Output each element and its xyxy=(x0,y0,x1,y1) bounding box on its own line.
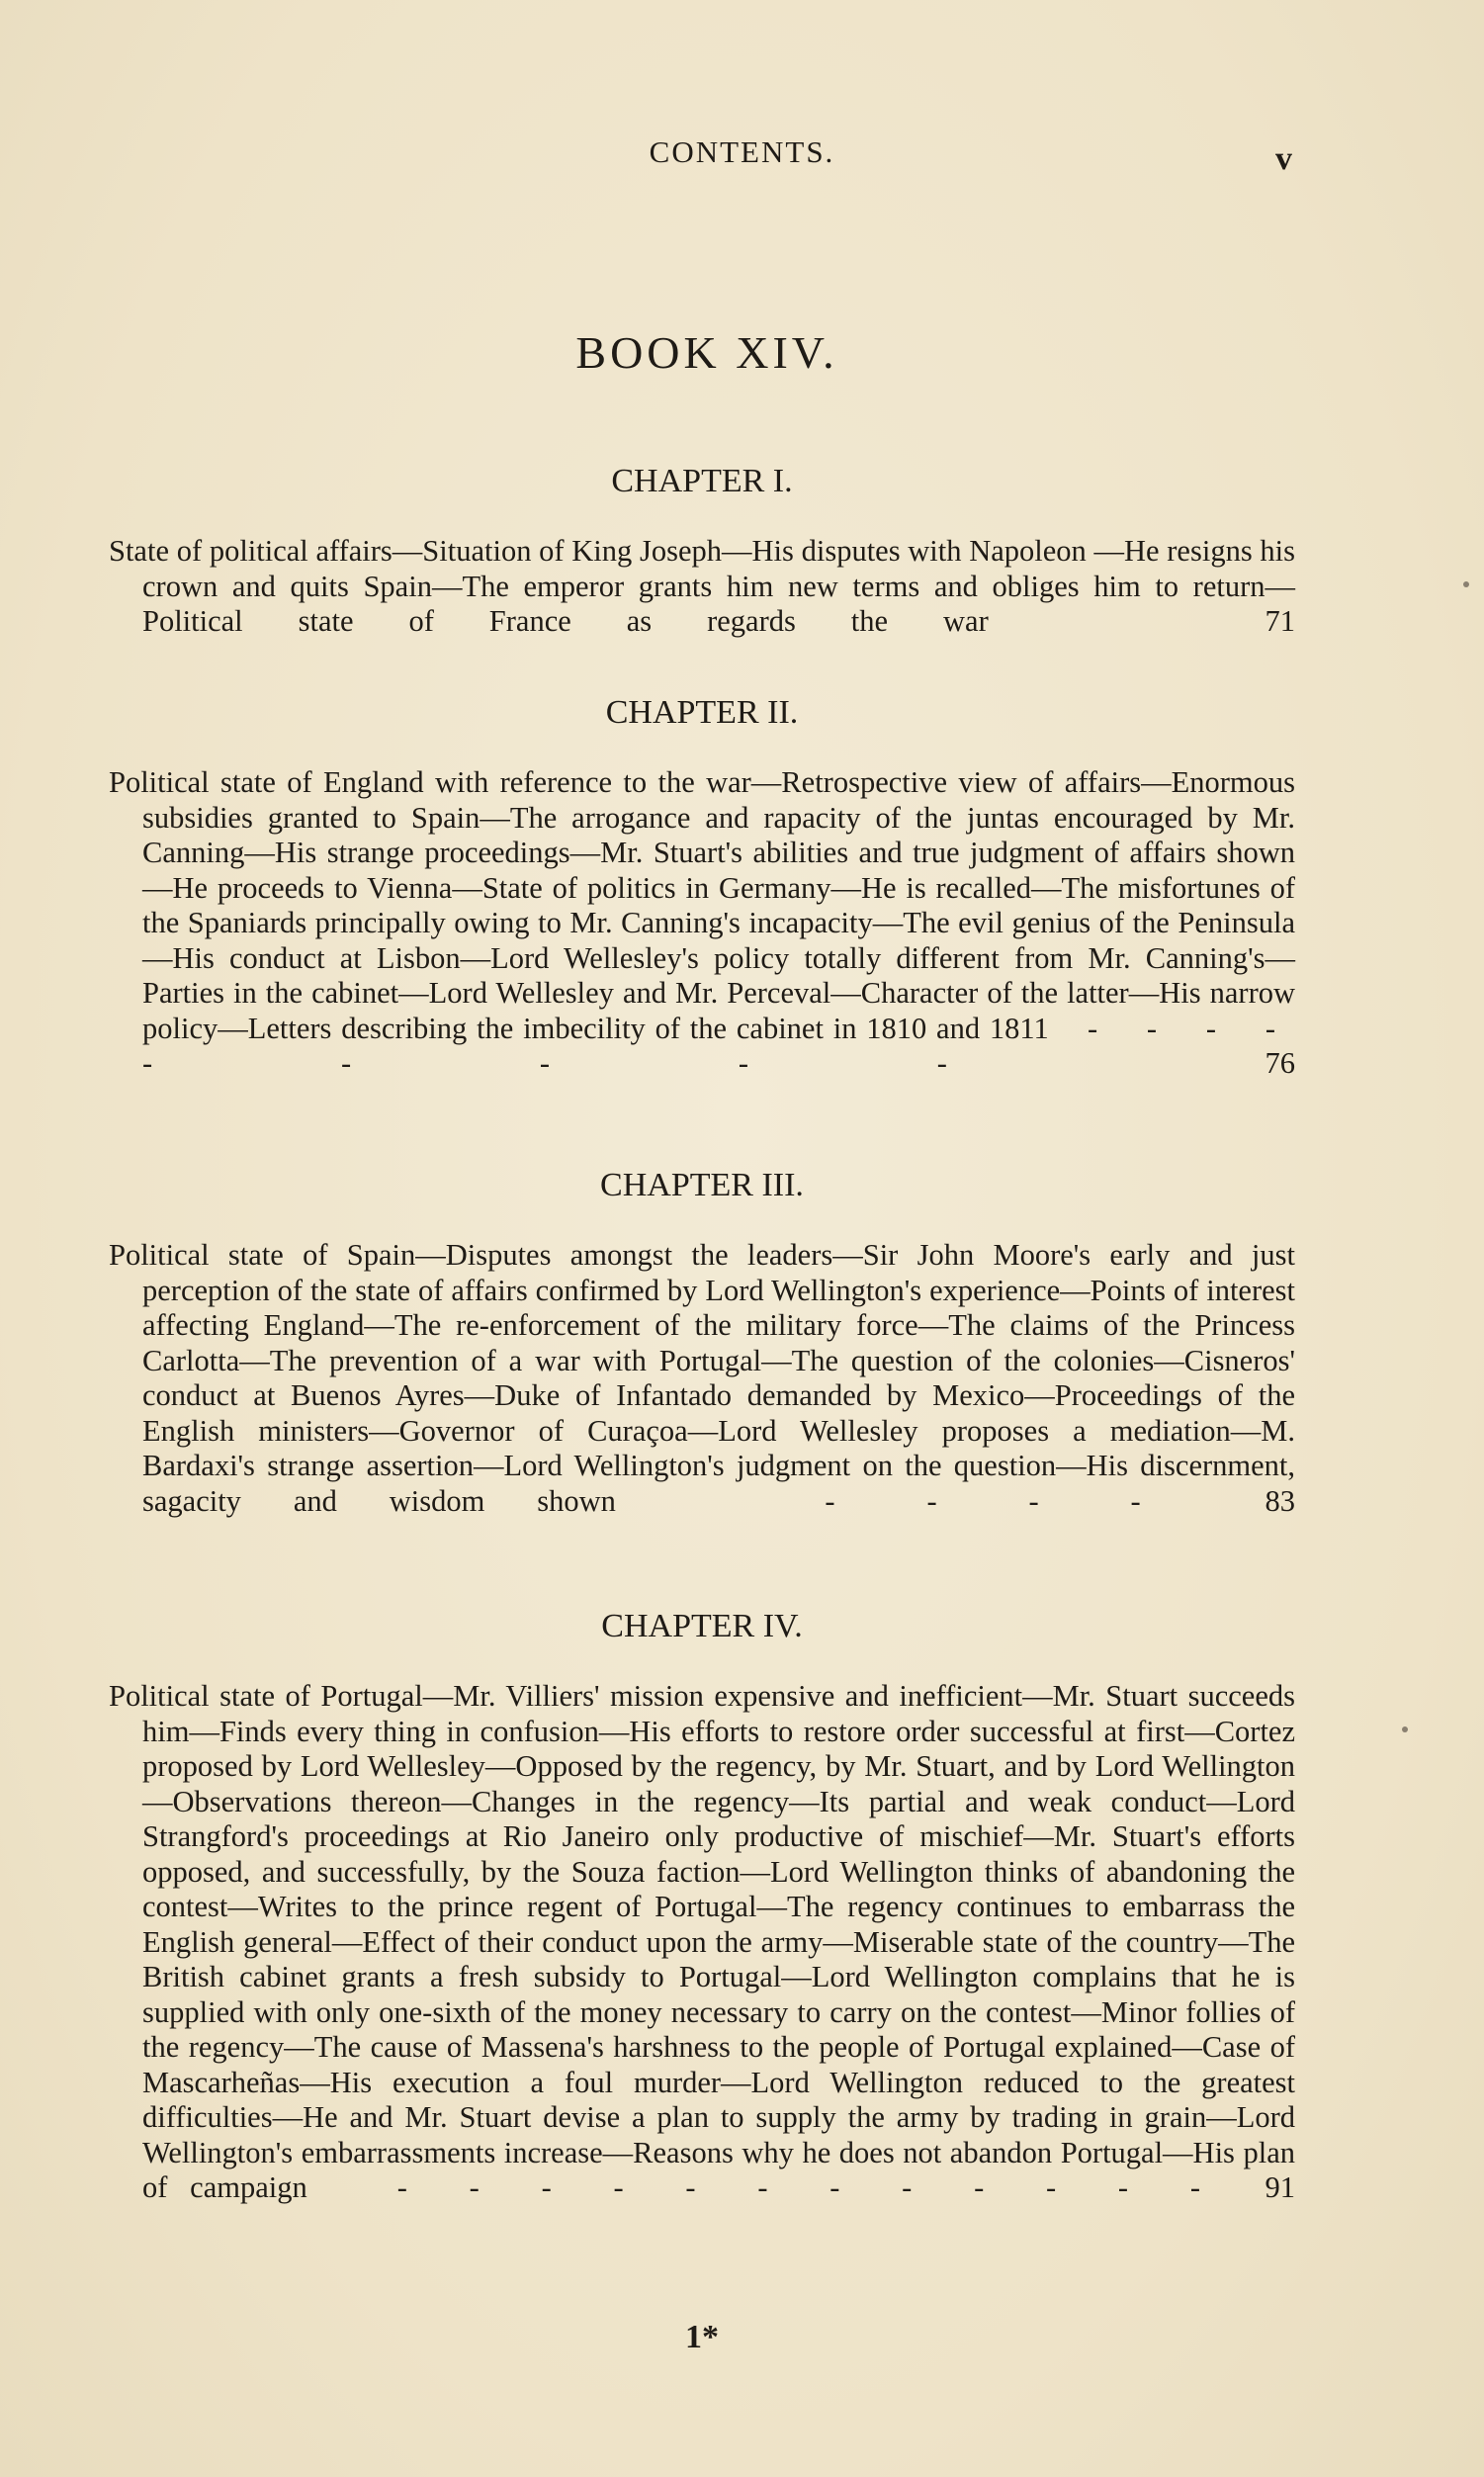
chapter-heading: CHAPTER II. xyxy=(605,694,799,731)
summary-text: State of political affairs—Situation of King Joseph—His disputes with Napoleon —He resigns his crown and quits Spain—The emperor grants him new terms and obliges him to return—Political state of France as regards the war xyxy=(109,534,1295,638)
chapter-entry xyxy=(109,1608,1295,2206)
chapter-heading: CHAPTER IV. xyxy=(601,1608,803,1644)
chapter-summary xyxy=(109,1238,1295,1519)
chapter-heading: CHAPTER I. xyxy=(611,463,793,499)
chapter-page-ref: 76 xyxy=(1265,1046,1295,1080)
chapter-summary xyxy=(109,1679,1295,2206)
summary-text: Political state of Spain—Disputes amongst the leaders—Sir John Moore's early and just perception of the state of affairs confirmed by Lord Wellington's experience—Points of interest affecting England—The re-enforcement of the military force—The claims of the Princess Carlotta—The prevention of a war with Portugal—The question of the colonies—Cisneros' conduct at Buenos Ayres—Duke of Infantado demanded by Mexico—Proceedings of the English ministers—Governor of Curaçoa—Lord Wellesley proposes a mediation—M. Bardaxi's strange assertion—Lord Wellington's judgment on the question—His discernment, sagacity and wisdom shown xyxy=(109,1238,1295,1518)
chapter-page-ref: 91 xyxy=(1265,2170,1295,2204)
summary-text: Political state of England with reference to the war—Retrospective view of affairs—Enormous subsidies granted to Spain—The arrogance and rapacity of the juntas encouraged by Mr. Canning—His strange proceedings—Mr. Stuart's abilities and true judgment of affairs shown—He proceeds to Vienna—State of politics in Germany—He is recalled—The misfortunes of the Spaniards principally owing to Mr. Canning's incapacity—The evil genius of the Peninsula—His conduct at Lisbon—Lord Wellesley's policy totally different from Mr. Canning's—Parties in the cabinet—Lord Wellesley and Mr. Perceval—Character of the latter—His narrow policy—Letters describing the imbecility of the cabinet in 1810 and 1811 xyxy=(109,765,1295,1045)
chapter-entry xyxy=(109,1167,1295,1519)
chapter-entry xyxy=(109,694,1295,1082)
dot-leaders: - - - - - - - - - xyxy=(142,1011,1295,1080)
chapter-page-ref: 71 xyxy=(1265,604,1296,638)
chapter-page-ref: 83 xyxy=(1265,1483,1295,1518)
chapter-heading: CHAPTER III. xyxy=(600,1167,804,1203)
page-number: v xyxy=(1275,140,1292,177)
signature-mark: 1* xyxy=(685,2319,719,2355)
dot-leaders: - - - - - - - - - - - - xyxy=(396,2170,1220,2204)
summary-text: Political state of Portugal—Mr. Villiers' mission expensive and inefficient—Mr. Stuart succeeds him—Finds every thing in confusion—His efforts to restore order successful at first—Cortez proposed by Lord Wellesley—Opposed by the regency, by Mr. Stuart, and by Lord Wellington—Observations thereon—Changes in the regency—Its partial and weak conduct—Lord Strangford's proceedings at Rio Janeiro only productive of mischief—Mr. Stuart's efforts opposed, and successfully, by the Souza faction—Lord Wellington thinks of abandoning the contest—Writes to the prince regent of Portugal—The regency continues to embarrass the English general—Effect of their conduct upon the army—Miserable state of the country—The British cabinet grants a fresh subsidy to Portugal—Lord Wellington complains that he is supplied with only one-sixth of the money necessary to carry on the contest—Minor follies of the regency—The cause of Massena's harshness to the people of Portugal explained—Case of Mascarheñas—His execution a foul murder—Lord Wellington reduced to the greatest difficulties—He and Mr. Stuart devise a plan to supply the army by trading in grain—Lord Wellington's embarrassments increase—Reasons why he does not abandon Portugal—His plan of campaign xyxy=(109,1679,1295,2204)
chapter-entry xyxy=(109,463,1295,640)
dot-leaders: - - - - xyxy=(825,1483,1161,1518)
book-title: BOOK XIV. xyxy=(575,327,838,378)
page-speck xyxy=(1463,581,1469,587)
page-speck xyxy=(1402,1726,1408,1732)
chapter-summary xyxy=(109,534,1295,640)
running-head: CONTENTS. xyxy=(649,134,835,169)
chapter-summary xyxy=(109,765,1295,1082)
